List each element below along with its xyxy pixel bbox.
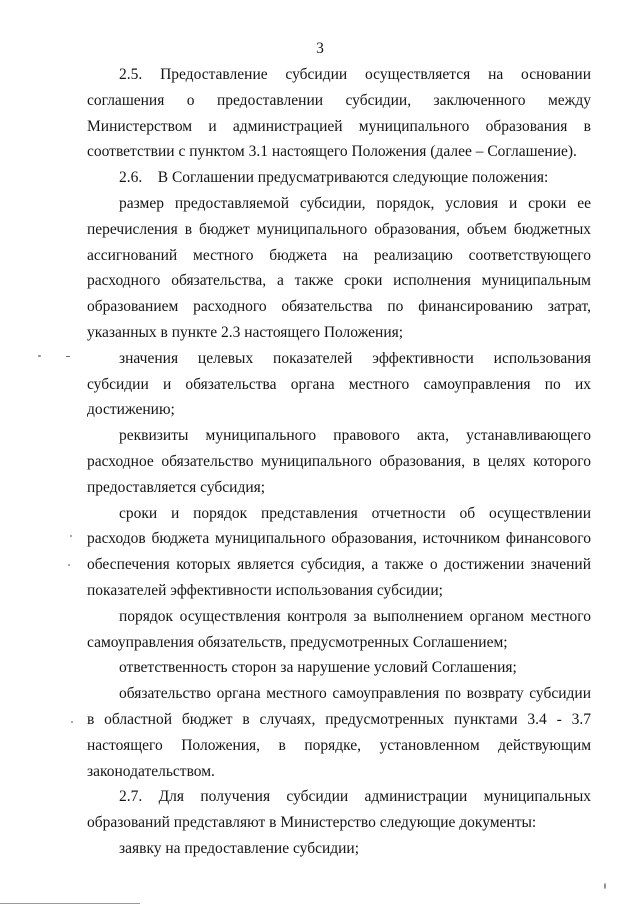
paragraph-2-5: 2.5. Предоставление субсидии осуществляется на основании соглашения о предоставлении субсидии, заключенного между Министерством и администрацией муниципального образования в соответствии с пунктом 3.1 настоящего Положения (далее – Соглашение). bbox=[87, 66, 591, 161]
list-item: реквизиты муниципального правового акта, устанавливающего расходное обязательство муниципального образования, в целях которого предоставляется субсидия; bbox=[87, 427, 591, 496]
list-item: обязательство органа местного самоуправления по возврату субсидии в областной бюджет в случаях, предусмотренных пунктами 3.4 - 3.7 настоящего Положения, в порядке, установленном действующим законодательством. bbox=[87, 685, 591, 780]
scan-artifact bbox=[71, 721, 73, 723]
list-item: размер предоставляемой субсидии, порядок, условия и сроки ее перечисления в бюджет муниципального образования, объем бюджетных ассигнований местного бюджета на реализацию соответствующего расходного обязательства, а также сроки исполнения муниципальным образованием расходного обязательства по финансированию затрат, указанных в пункте 2.3 настоящего Положения; bbox=[87, 194, 591, 341]
page-number: 3 bbox=[316, 40, 324, 57]
list-item: сроки и порядок представления отчетности об осуществлении расходов бюджета муниципального образования, источником финансового обеспечения которых является субсидия, а также о достижении значений показателей эффективности использования субсидии; bbox=[87, 504, 591, 599]
list-item: ответственность сторон за нарушение условий Соглашения; bbox=[119, 659, 517, 677]
paragraph-2-7: 2.7. Для получения субсидии администрации муниципальных образований представляют в Министерство следующие документы: bbox=[87, 788, 591, 832]
scan-artifact bbox=[604, 883, 606, 889]
document-body bbox=[87, 62, 591, 862]
list-item: значения целевых показателей эффективности использования субсидии и обязательства органа местного самоуправления по их достижению; bbox=[87, 349, 591, 419]
scan-artifact bbox=[70, 535, 72, 537]
scan-artifact bbox=[38, 355, 41, 357]
list-item: порядок осуществления контроля за выполнением органом местного самоуправления обязательств, предусмотренных Соглашением; bbox=[87, 607, 591, 651]
scan-artifact bbox=[66, 356, 70, 357]
scan-artifact bbox=[0, 903, 140, 904]
paragraph-2-6: 2.6. В Соглашении предусматриваются следующие положения: bbox=[119, 169, 549, 187]
scan-artifact bbox=[68, 564, 70, 566]
list-item: заявку на предоставление субсидии; bbox=[119, 839, 360, 857]
